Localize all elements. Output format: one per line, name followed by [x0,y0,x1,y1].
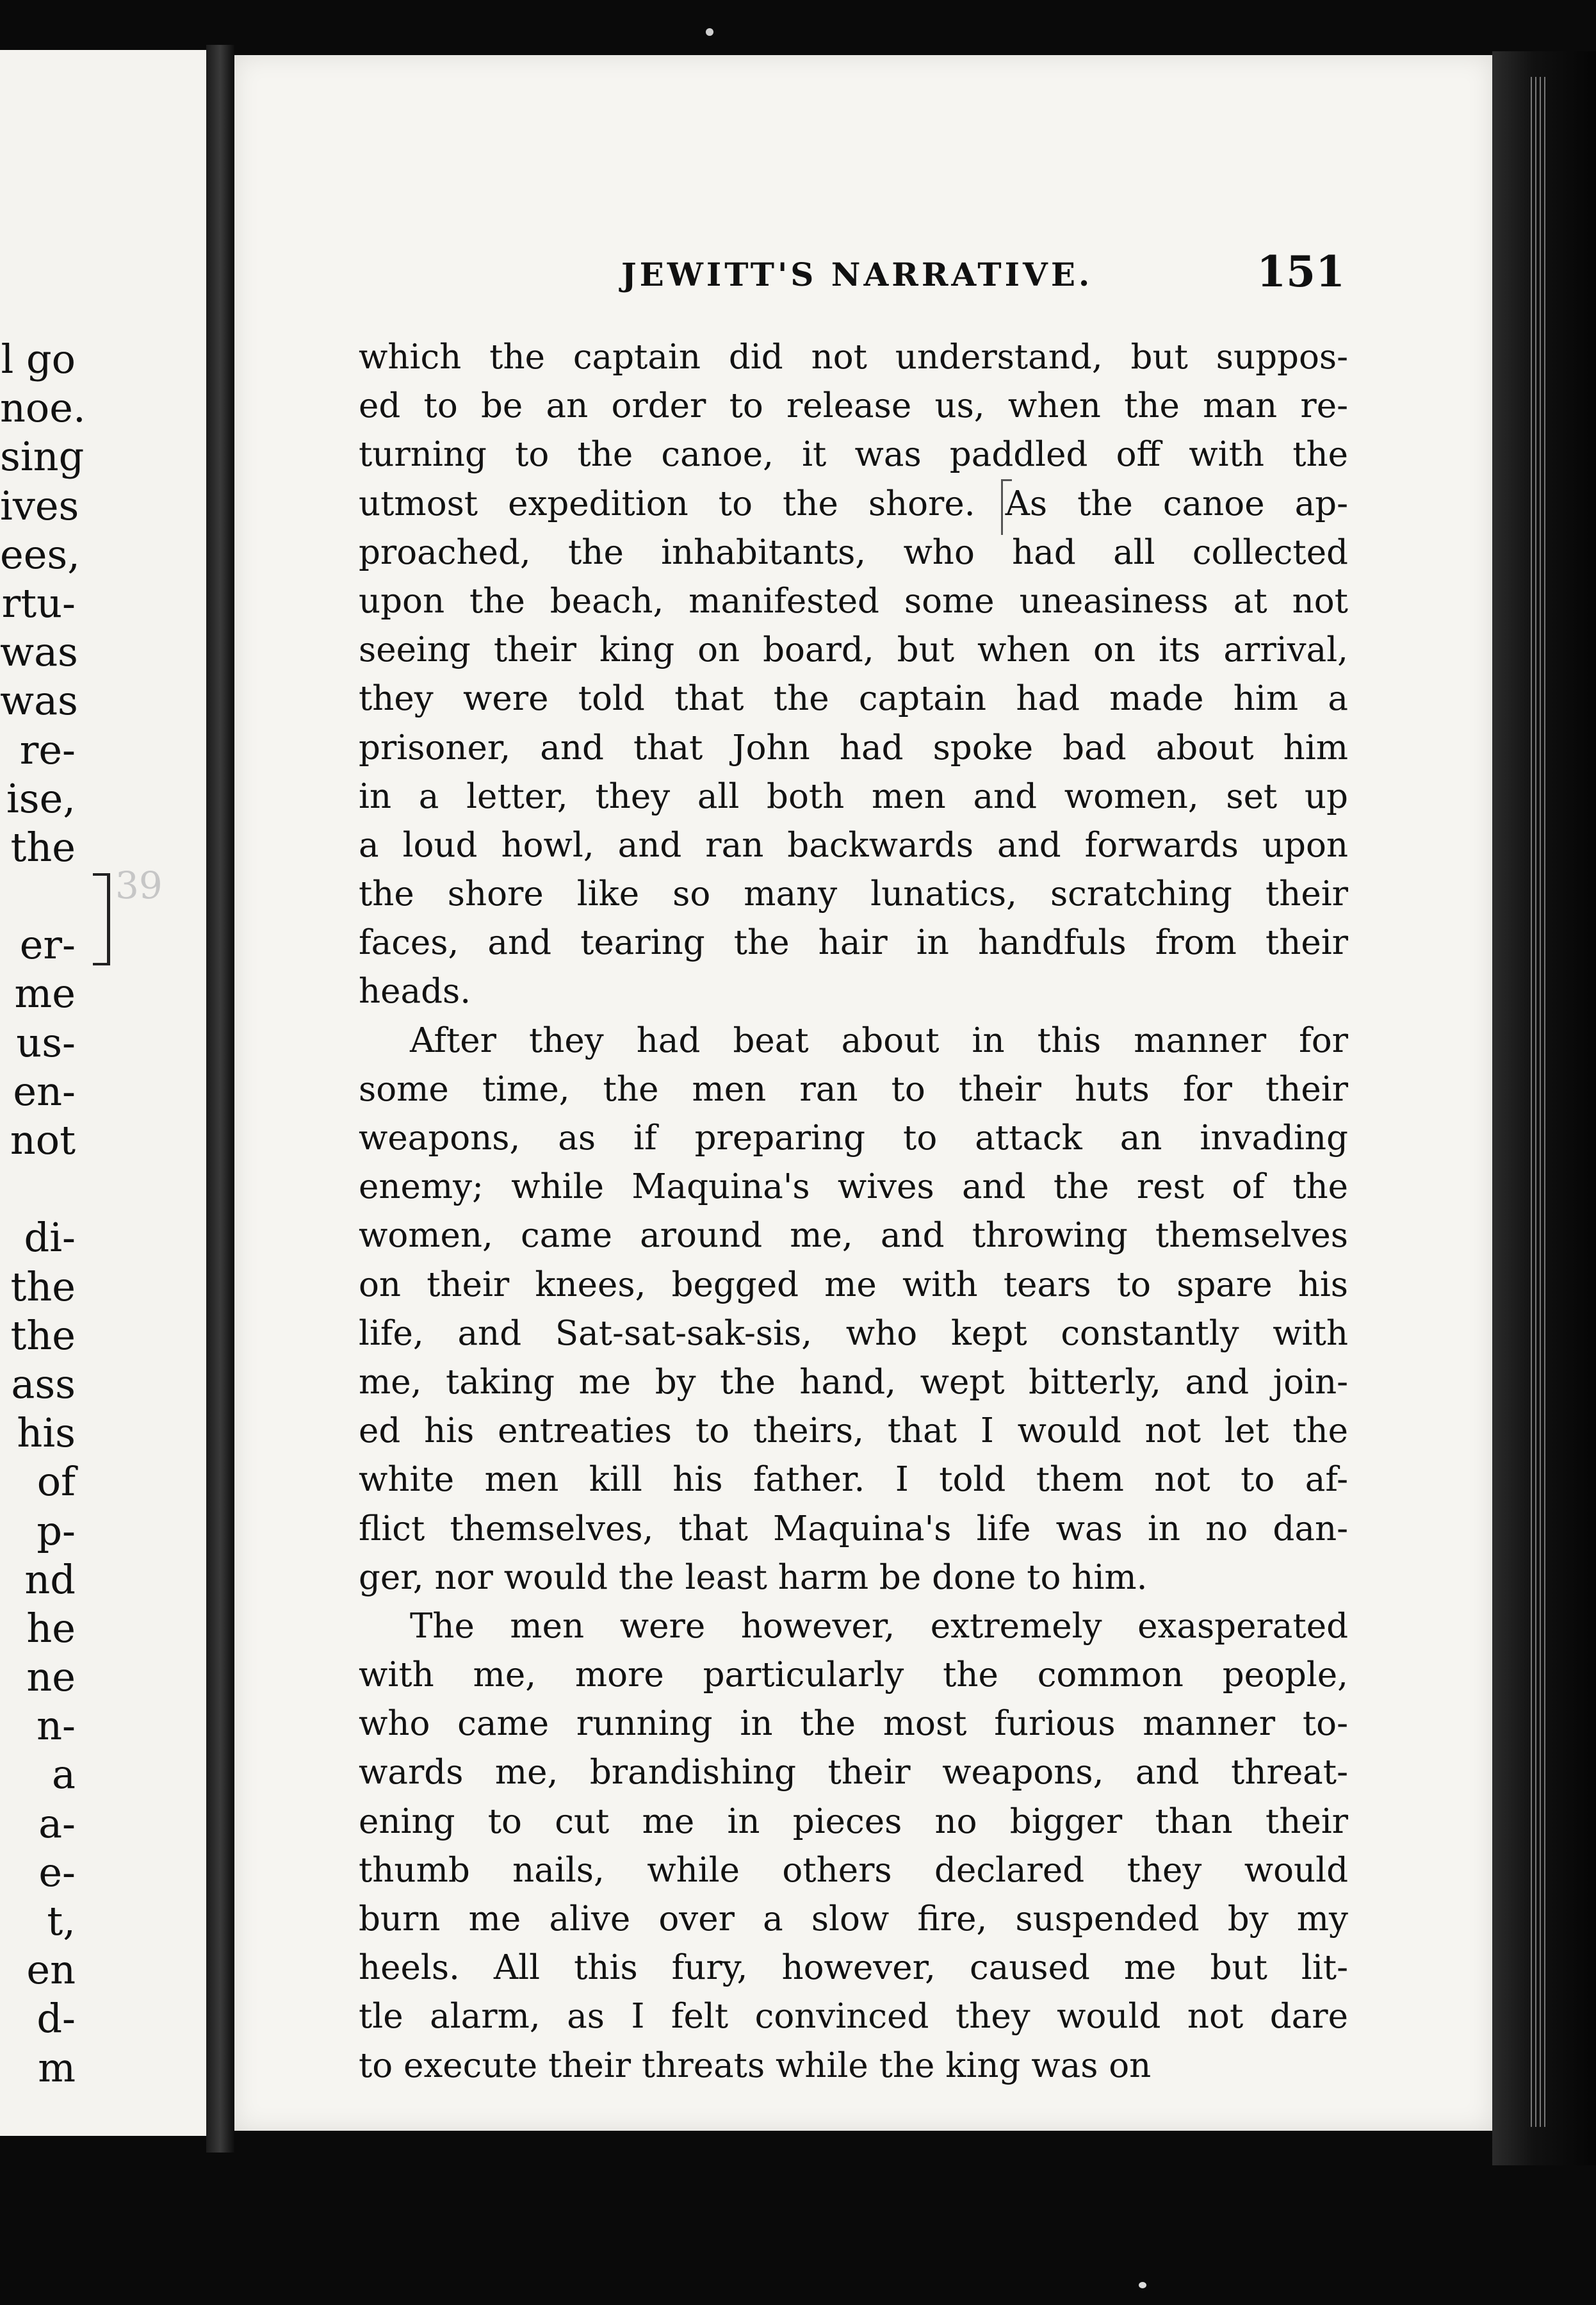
running-head-title: JEWITT'S NARRATIVE. [621,256,1093,293]
text-line: seeing their king on board, but when on its arrival, [359,630,1348,670]
previous-page-fragment: m [38,2044,76,2091]
previous-page [0,50,206,2136]
previous-page-fragment: t, [47,1898,76,1944]
text-line: they were told that the captain had made him a [359,679,1348,719]
text-line: white men kill his father. I told them not to af- [359,1460,1348,1500]
previous-page-fragment: d- [37,1995,76,2042]
previous-page-fragment: re- [19,726,76,773]
previous-page-fragment: of [37,1458,76,1505]
previous-page-fragment: noe. [0,384,86,432]
page-block-edge-lines [1531,77,1549,2127]
previous-page-fragment: nd [24,1555,76,1603]
text-line: tle alarm, as I felt convinced they would not dare [359,1997,1348,2037]
paragraph [359,1602,1348,2090]
page-body-text [359,333,1348,2090]
text-line: ger, nor would the least harm be done to him. [359,1557,1148,1597]
paragraph [359,1017,1348,1602]
previous-page-fragment: me [14,970,76,1017]
running-head [621,247,1351,304]
previous-page-fragment: sing [0,433,85,480]
previous-page-fragment: he [26,1604,76,1652]
dust-speck [706,28,713,36]
text-line: which the captain did not understand, but suppos- [359,338,1348,377]
previous-page-fragment [0,1165,76,1213]
text-line: me, taking me by the hand, wept bitterly, and join- [359,1362,1348,1402]
previous-page-fragment: the [10,823,76,871]
text-line: who came running in the most furious manner to- [359,1704,1348,1744]
text-line: flict themselves, that Maquina's life was in no dan- [359,1509,1348,1548]
margin-bracket-mark [93,873,110,965]
previous-page-fragment: us- [16,1019,76,1066]
text-line: ening to cut me in pieces no bigger than their [359,1801,1348,1841]
paragraph [359,333,1348,1017]
previous-page-fragment: ees, [0,530,80,578]
previous-page-fragment: p- [37,1507,76,1554]
text-line: heels. All this fury, however, caused me but lit- [359,1948,1348,1988]
margin-pencil-note: 39 [115,864,163,907]
previous-page-fragment: not [10,1117,76,1163]
previous-page-fragment: a- [38,1800,76,1847]
previous-page-fragment: n- [37,1702,76,1750]
previous-page-fragment: a [52,1751,76,1798]
previous-page-fragment: en [26,1946,76,1994]
text-line: a loud howl, and ran backwards and forwards upon [359,825,1348,865]
text-line: thumb nails, while others declared they would [359,1850,1348,1890]
text-line: ed to be an order to release us, when the man re- [359,386,1348,426]
text-line: life, and Sat-sat-sak-sis, who kept constantly with [359,1313,1348,1353]
previous-page-fragment: was [0,677,78,725]
previous-page-fragment: er- [19,921,76,969]
dust-speck [1139,2282,1146,2288]
previous-page-fragment: ives [0,482,79,529]
text-line: women, came around me, and throwing themselves [359,1216,1348,1256]
previous-page-fragment: the [10,1263,76,1310]
previous-page-fragment: di- [24,1214,76,1261]
previous-page-fragment: en- [13,1067,76,1115]
text-line: After they had beat about in this manner for [410,1021,1348,1060]
previous-page-fragment: ne [26,1653,76,1701]
text-line: enemy; while Maquina's wives and the rest of the [359,1167,1348,1207]
previous-page-fragment: the [10,1311,76,1359]
text-line: some time, the men ran to their huts for their [359,1069,1348,1109]
previous-page-fragment: ise, [6,775,76,822]
previous-page-fragment: l go [1,336,76,382]
text-line: the shore like so many lunatics, scratching their [359,874,1348,914]
text-line: in a letter, they all both men and women, set up [359,776,1348,816]
text-line: upon the beach, manifested some uneasiness at not [359,581,1348,621]
previous-page-fragment: rtu- [1,579,76,627]
text-line: proached, the inhabitants, who had all collected [359,532,1348,572]
text-line: wards me, brandishing their weapons, and threat- [359,1753,1348,1792]
text-line: prisoner, and that John had spoke bad about him [359,728,1348,767]
previous-page-line-fragments [0,335,86,2092]
previous-page-fragment [0,872,76,921]
text-line: on their knees, begged me with tears to spare his [359,1265,1348,1304]
text-line: with me, more particularly the common people, [359,1655,1348,1695]
previous-page-fragment: was [0,628,78,676]
text-line: burn me alive over a slow fire, suspended by my [359,1899,1348,1939]
text-line: heads. [359,972,471,1012]
text-line: weapons, as if preparing to attack an invading [359,1119,1348,1158]
text-line: The men were however, extremely exasperated [410,1606,1348,1646]
page-number: 151 [1257,247,1345,297]
previous-page-fragment: ass [11,1360,76,1407]
text-line: turning to the canoe, it was paddled off with the [359,435,1348,475]
text-line: ed his entreaties to theirs, that I would not let the [359,1411,1348,1451]
previous-page-fragment: his [17,1409,76,1457]
text-line: to execute their threats while the king was on [359,2046,1152,2085]
text-line: faces, and tearing the hair in handfuls from their [359,923,1348,963]
text-line: utmost expedition to the shore. As the canoe ap- [359,484,1348,523]
previous-page-fragment: e- [38,1848,76,1896]
book-gutter [206,45,234,2153]
